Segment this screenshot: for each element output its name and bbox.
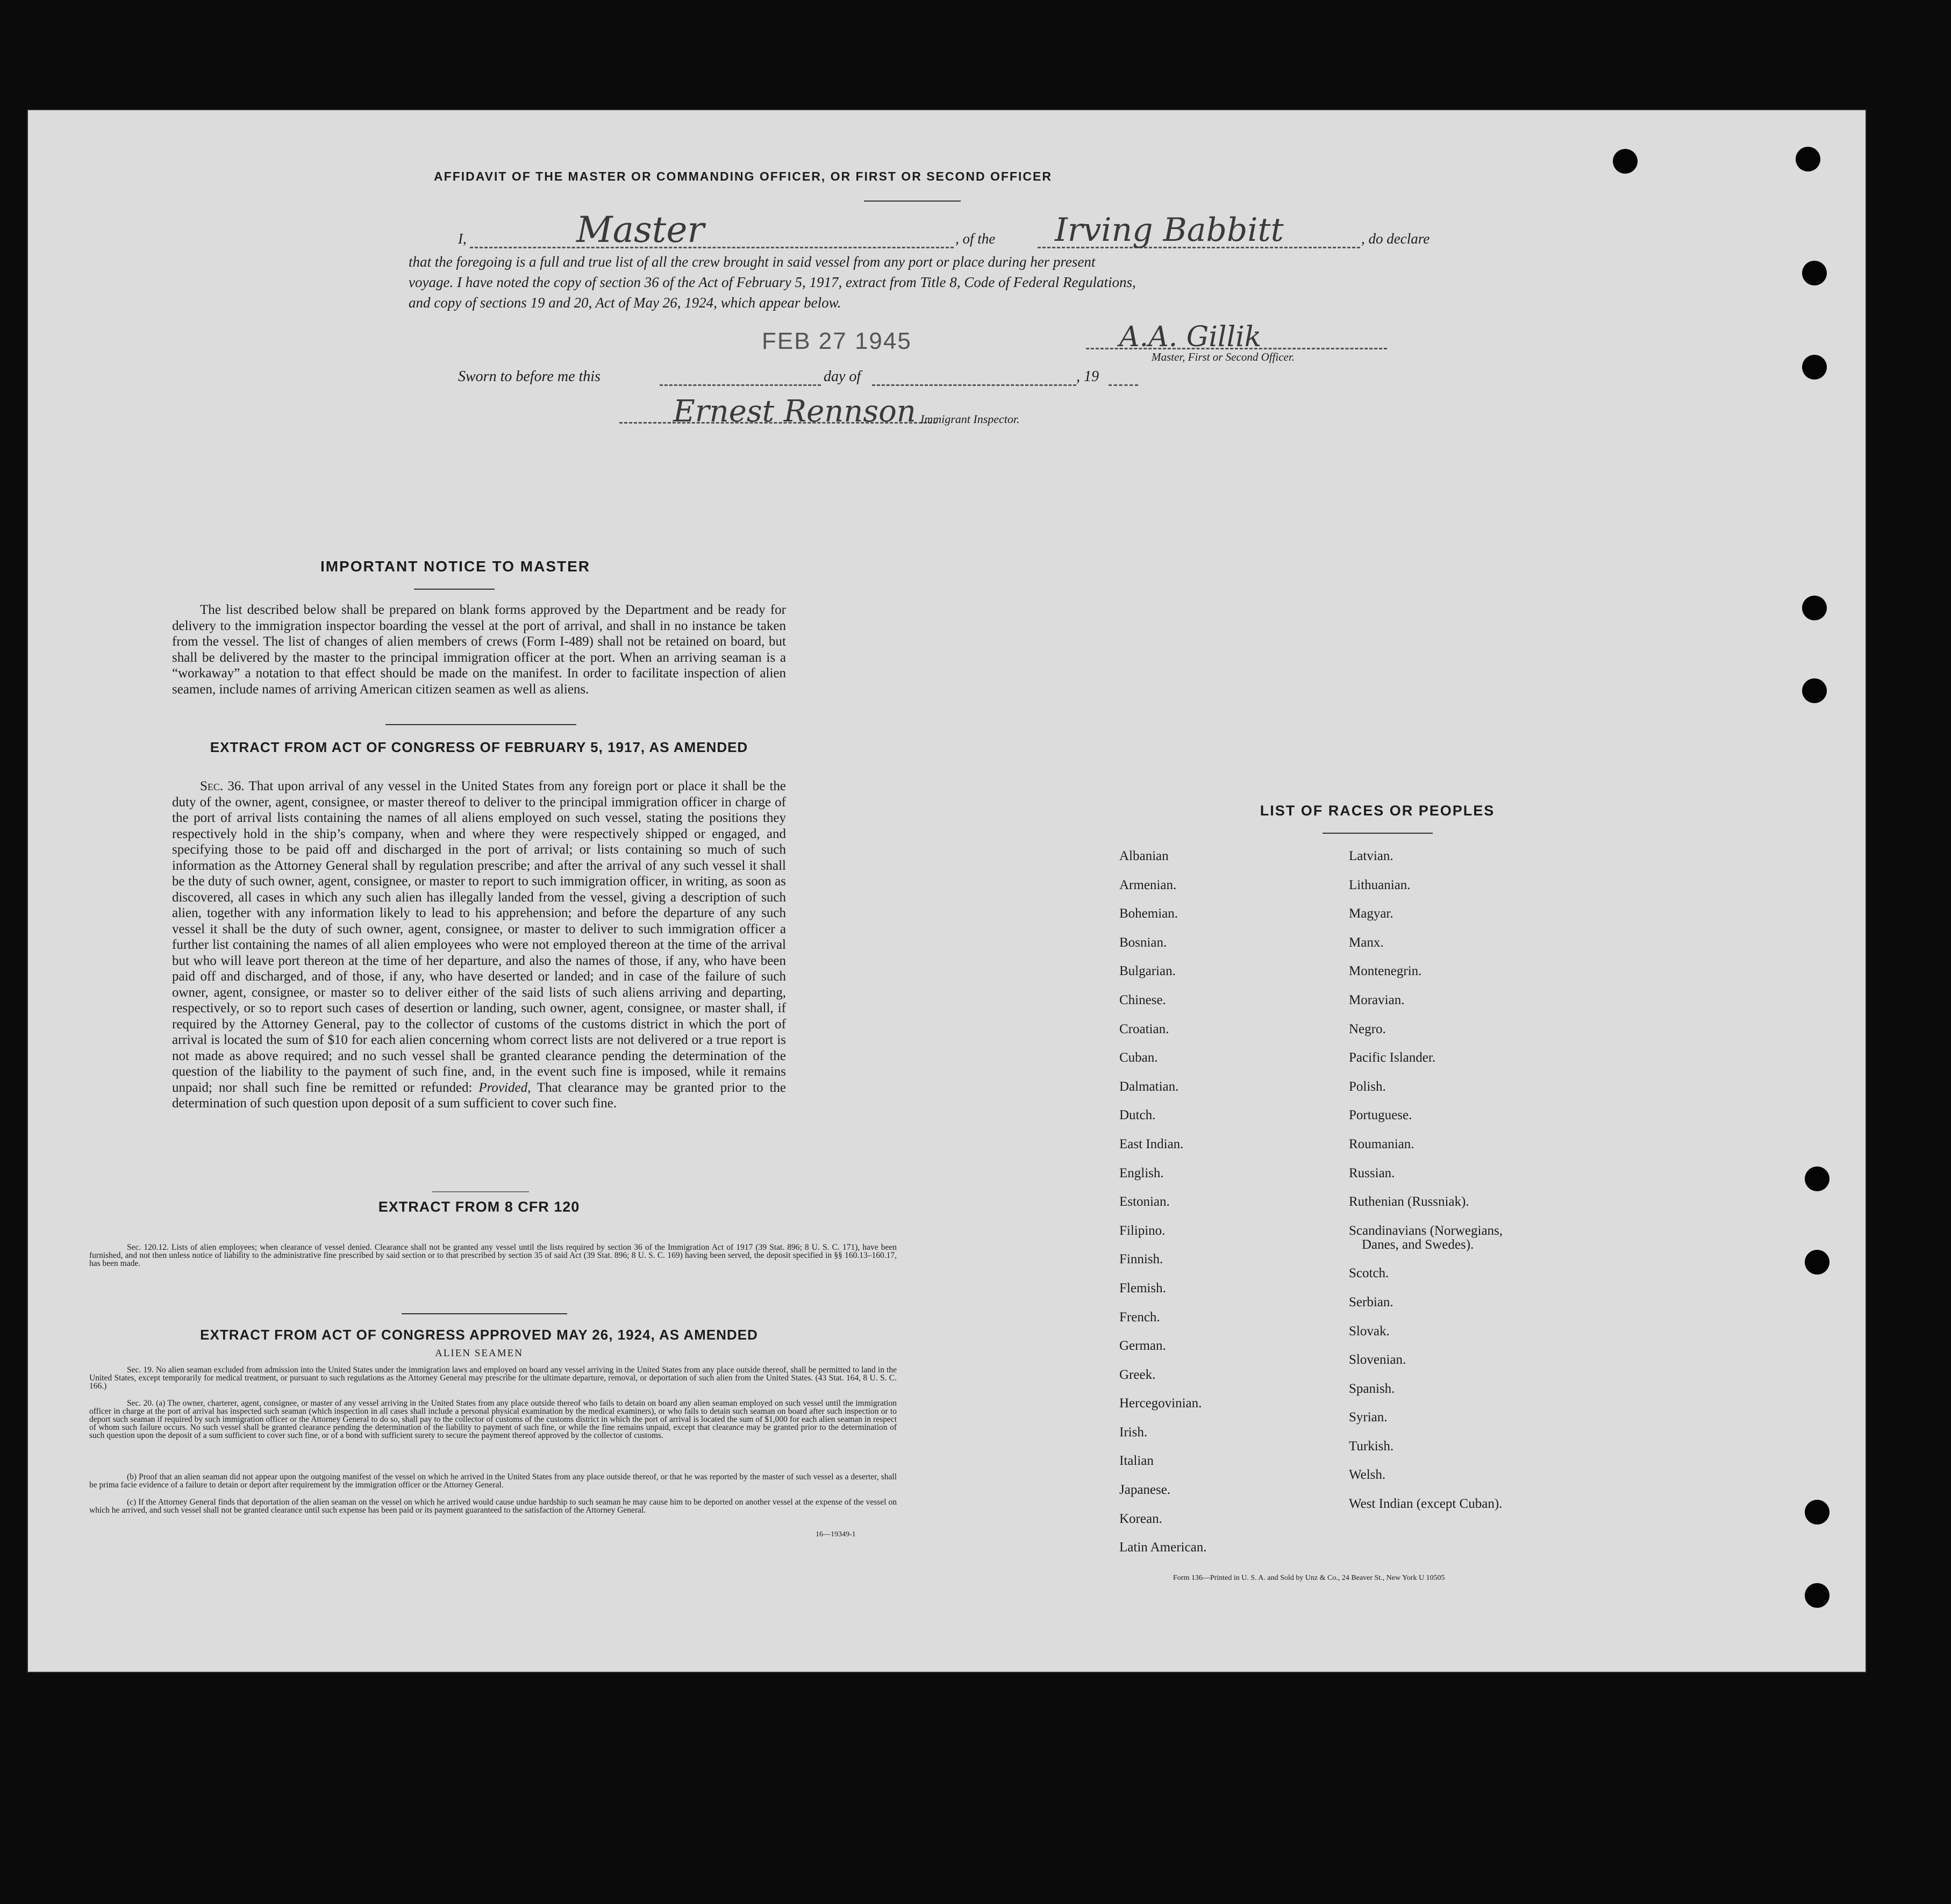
provided-word: Provided,	[478, 1080, 531, 1095]
races-col1	[1119, 849, 1206, 1569]
sworn-year-field	[1109, 381, 1138, 386]
master-signature: A.A. Gillik	[1119, 321, 1262, 353]
race-item: Ruthenian (Russniak).	[1349, 1194, 1469, 1209]
cfr-rule-top	[432, 1191, 529, 1192]
of-the-label: , of the	[955, 231, 996, 247]
sec20b-text: (b) Proof that an alien seaman did not appear upon the outgoing manifest of the vessel on which he arrived in the United States from any place outside thereof, or that he was reported by the master of such vessel as a deserter, shall be prima facie evidence of a failure to detain or deport after requirement by the immigration officer or the Attorney General.	[89, 1472, 897, 1490]
race-item: Scandinavians (Norwegians,	[1349, 1223, 1503, 1238]
race-item: Cuban.	[1119, 1050, 1158, 1065]
inspector-signature: Ernest Rennson	[673, 394, 916, 429]
race-item: Russian.	[1349, 1165, 1395, 1180]
sec36-label: Sec. 36.	[200, 779, 245, 793]
inspector-label: Immigrant Inspector.	[920, 412, 1020, 426]
race-item: Greek.	[1119, 1367, 1156, 1382]
race-item: Welsh.	[1349, 1468, 1386, 1483]
race-item: Bosnian.	[1119, 935, 1167, 950]
affidavit-line3: voyage. I have noted the copy of section 36 of the Act of February 5, 1917, extract from Title 8, Code of Federal Regulations,	[409, 274, 1136, 290]
sworn-label: Sworn to before me this	[458, 368, 601, 385]
affidavit-title: AFFIDAVIT OF THE MASTER OR COMMANDING OFFICER, OR FIRST OR SECOND OFFICER	[434, 169, 1052, 183]
declarant-handwriting: Master	[576, 209, 704, 250]
sec20c-text: (c) If the Attorney General finds that deportation of the alien seaman on the vessel on which he arrived would cause undue hardship to such seaman he may cause him to be deported on another vessel at the expense of the vessel on which he arrived, and such vessel shall not be granted clearance until such expense has been paid or its payment guaranteed to the satisfaction of the Attorney General.	[89, 1498, 897, 1515]
race-item: Danes, and Swedes).	[1362, 1237, 1474, 1252]
document-page	[28, 110, 1866, 1672]
race-item: Finnish.	[1119, 1252, 1163, 1267]
race-item: Slovak.	[1349, 1323, 1390, 1338]
punch-hole	[1805, 1500, 1829, 1524]
printer-footer: Form 136—Printed in U. S. A. and Sold by Unz & Co., 24 Beaver St., New York U 10505	[1173, 1574, 1445, 1582]
race-item: Korean.	[1119, 1511, 1162, 1526]
races-rule	[1323, 833, 1433, 834]
affidavit-line2: that the foregoing is a full and true list of all the crew brought in said vessel from any port or place during her present	[409, 254, 1096, 270]
form-code: 16—19349-1	[816, 1530, 856, 1538]
date-stamp: FEB 27 1945	[762, 328, 912, 354]
race-item: Lithuanian.	[1349, 877, 1411, 892]
sworn-day-field	[660, 381, 821, 386]
race-item: Chinese.	[1119, 992, 1166, 1007]
sworn-line	[458, 368, 1157, 390]
notice-title: IMPORTANT NOTICE TO MASTER	[320, 558, 591, 575]
races-title: LIST OF RACES OR PEOPLES	[1260, 803, 1495, 819]
punch-hole	[1802, 596, 1827, 620]
race-item: Dalmatian.	[1119, 1079, 1179, 1094]
race-item: Latvian.	[1349, 849, 1393, 863]
race-item: Pacific Islander.	[1349, 1050, 1436, 1065]
race-item: Serbian.	[1349, 1294, 1393, 1309]
extract1917-text	[172, 778, 786, 1112]
affidavit-line1	[458, 209, 1458, 252]
inspector-signature-line	[619, 421, 937, 424]
race-item: Turkish.	[1349, 1438, 1394, 1454]
race-item: Polish.	[1349, 1079, 1386, 1094]
race-item: Moravian.	[1349, 992, 1405, 1007]
sec19-text: Sec. 19. No alien seaman excluded from admission into the United States under the immigration laws and employed on board any vessel arriving in the United States from any place outside thereof, shall be permitted to land in the United States, except temporarily for medical treatment, or pursuant to such regulations as the Attorney General may prescribe for the ultimate departure, removal, or deportation of such alien from the United States. (43 Stat. 164, 8 U. S. C. 166.)	[89, 1365, 897, 1391]
race-item: English.	[1119, 1165, 1164, 1180]
punch-hole	[1802, 678, 1827, 703]
race-item: Portuguese.	[1349, 1108, 1412, 1123]
notice-text: The list described below shall be prepared on blank forms approved by the Department and be ready for delivery to the immigration inspector boarding the vessel at the port of arrival, and shall in no instance be taken from the vessel. The list of changes of alien members of crews (Form I-489) shall not be retained on board, but shall be delivered by the master to the principal immigration officer at the port. When an arriving seaman is a “workaway” a notation to that effect should be made on the manifest. In order to facilitate inspection of alien seamen, include names of arriving American citizen seamen as well as aliens.	[172, 603, 786, 697]
race-item: Italian	[1119, 1454, 1154, 1469]
title-rule	[864, 201, 961, 202]
race-item: Croatian.	[1119, 1021, 1169, 1036]
punch-hole	[1802, 261, 1827, 285]
race-item: French.	[1119, 1309, 1160, 1325]
race-item: West Indian (except Cuban).	[1349, 1497, 1503, 1512]
race-item: Montenegrin.	[1349, 964, 1422, 979]
extract1924-title: EXTRACT FROM ACT OF CONGRESS APPROVED MAY 26, 1924, AS AMENDED	[200, 1327, 758, 1343]
extract1924-subtitle: ALIEN SEAMEN	[435, 1348, 523, 1359]
notice-bottom-rule	[385, 724, 576, 725]
do-declare-label: , do declare	[1361, 231, 1430, 247]
race-item: Spanish.	[1349, 1381, 1395, 1396]
declarant-prefix: I,	[458, 231, 467, 247]
sworn-month-field	[872, 381, 1076, 386]
race-item: Slovenian.	[1349, 1352, 1406, 1368]
race-item: Scotch.	[1349, 1266, 1389, 1281]
race-item: German.	[1119, 1338, 1166, 1354]
race-item: Hercegovinian.	[1119, 1396, 1202, 1411]
race-item: Albanian	[1119, 849, 1169, 863]
race-item: Syrian.	[1349, 1410, 1388, 1425]
race-item: East Indian.	[1119, 1136, 1184, 1151]
day-of-label: day of	[824, 368, 861, 385]
race-item: Armenian.	[1119, 877, 1177, 892]
punch-hole	[1613, 149, 1638, 174]
race-item: Estonian.	[1119, 1194, 1170, 1209]
master-signature-line	[1086, 347, 1387, 349]
race-item: Irish.	[1119, 1425, 1148, 1440]
punch-hole	[1802, 355, 1827, 380]
affidavit-line4: and copy of sections 19 and 20, Act of May 26, 1924, which appear below.	[409, 295, 841, 311]
cfr-bottom-rule	[402, 1313, 567, 1314]
race-item: Manx.	[1349, 935, 1384, 950]
race-item: Roumanian.	[1349, 1136, 1414, 1151]
cfr-title: EXTRACT FROM 8 CFR 120	[378, 1199, 580, 1215]
master-label: Master, First or Second Officer.	[1152, 350, 1295, 363]
sec20a-text: Sec. 20. (a) The owner, charterer, agent, consignee, or master of any vessel arriving in the United States from any place outside thereof who fails to detain on board any alien seaman employed on such vessel until the immigration officer in charge at the port of arrival has inspected such seaman (which inspection in all cases shall include a personal physical examination by the medical examiners), or who fails to detain such seaman on board after such inspection or to deport such seaman if required by such immigration officer or the Attorney General to do so, shall pay to the collector of customs of the customs district in which the port of arrival is located the sum of $1,000 for each alien seaman in respect of whom such failure occurs. No such vessel shall be granted clearance pending the determination of the liability to payment of such fine, or while the fine remains unpaid, except that clearance may be granted prior to the determination of such question upon the deposit of a sum sufficient to cover such fine, or of a bond with sufficient surety to secure the payment thereof approved by the collector of customs.	[89, 1399, 897, 1440]
races-col2	[1349, 849, 1503, 1526]
extract1917-title: EXTRACT FROM ACT OF CONGRESS OF FEBRUARY 5, 1917, AS AMENDED	[210, 739, 748, 755]
sec36-text-end: That clearance may be granted prior to the determination of such question upon deposit of a sum sufficient to cover such fine.	[172, 1080, 787, 1111]
punch-hole	[1805, 1250, 1829, 1275]
race-item: Flemish.	[1119, 1280, 1166, 1295]
race-item: Japanese.	[1119, 1483, 1171, 1498]
punch-hole	[1805, 1166, 1829, 1191]
punch-hole	[1805, 1583, 1829, 1608]
cfr-text: Sec. 120.12. Lists of alien employees; when clearance of vessel denied. Clearance shall not be granted any vessel until the lists required by section 36 of the Immigration Act of 1917 (39 Stat. 896; 8 U. S. C. 171), have been furnished, and not then unless notice of liability to the administrative fine prescribed by said section or to that prescribed by section 35 of said Act (39 Stat. 896; 8 U. S. C. 169) having been served, the deposit specified in §§ 160.13–160.17, has been made.	[89, 1243, 897, 1268]
punch-hole	[1796, 147, 1820, 171]
notice-rule	[414, 589, 495, 590]
declarant-field	[470, 244, 954, 248]
race-item: Bohemian.	[1119, 906, 1178, 921]
vessel-handwriting: Irving Babbitt	[1055, 211, 1284, 249]
race-item: Negro.	[1349, 1021, 1386, 1036]
sec36-text: That upon arrival of any vessel in the United States from any foreign port or place it shall be the duty of the owner, agent, consignee, or master thereof to deliver to the principal immigration officer in charge of the port of arrival lists containing the names of all aliens employed on such vessel, stating the positions they respectively hold in the ship’s company, when and where they were respectively shipped or engaged, and specifying those to be paid off and discharged in the port of arrival; or lists containing so much of such information as the Attorney General shall by regulation prescribe; and after the arrival of any such vessel it shall be the duty of such owner, agent, consignee, or master to report to such immigration officer, in writing, as soon as discovered, all cases in which any such alien has illegally landed from the vessel, giving a description of such alien, together with any information likely to lead to his apprehension; and before the departure of any such vessel it shall be the duty of such owner, agent, consignee, or master to deliver to such immigration officer a further list containing the names of all alien employees who were not employed thereon at the time of the arrival but who will leave port thereon at the time of her departure, and also the names of those, if any, who have been paid off and discharged, and of those, if any, who have deserted or landed; and in case of the failure of such owner, agent, consignee, or master so to deliver either of the said lists of such aliens arriving and departing, respectively, or so to report such cases of desertion or landing, such owner, agent, consignee, or master shall, if required by the Attorney General, pay to the collector of customs of the customs district in which the port of arrival is located the sum of $10 for each alien concerning whom correct lists are not delivered or a true report is not made as above required; and no such vessel shall be granted clearance pending the determination of the question of the liability to the payment of such fine, and, in the event such fine is imposed, while it remains unpaid; nor shall such fine be remitted or refunded:	[172, 779, 786, 1095]
race-item: Filipino.	[1119, 1223, 1166, 1238]
race-item: Magyar.	[1349, 906, 1393, 921]
race-item: Bulgarian.	[1119, 964, 1176, 979]
year-label: , 19	[1076, 368, 1099, 385]
race-item: Latin American.	[1119, 1540, 1207, 1555]
race-item: Dutch.	[1119, 1108, 1156, 1123]
